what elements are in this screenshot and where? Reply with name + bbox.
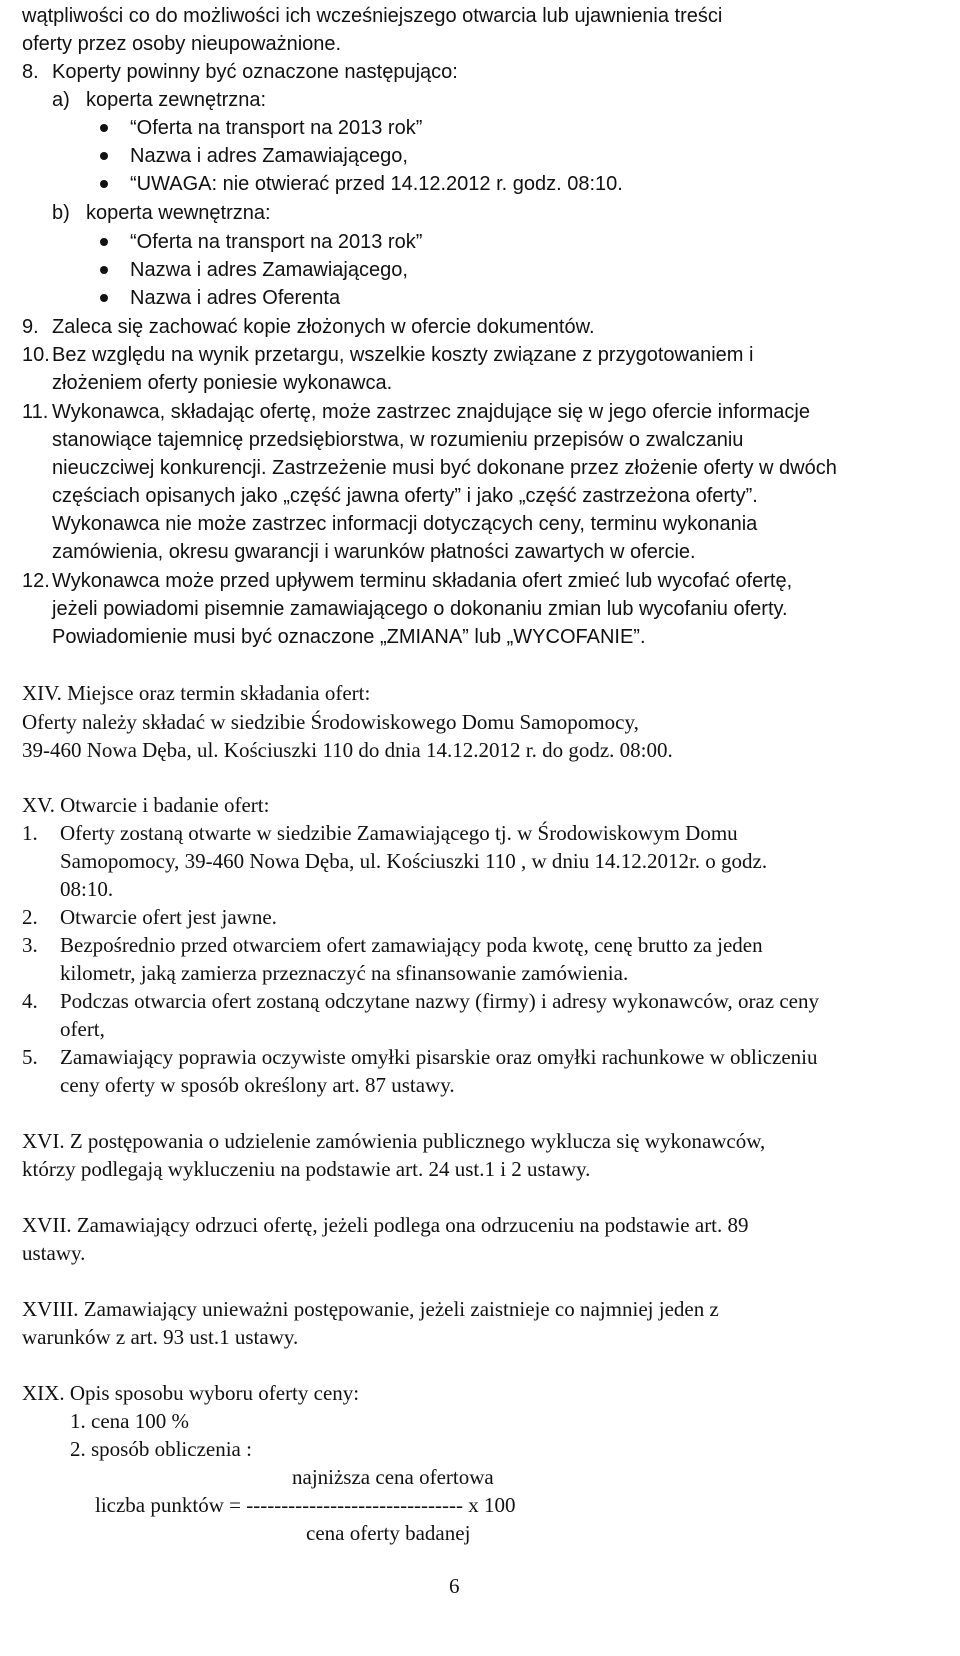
text-line: wątpliwości co do możliwości ich wcześniejszego otwarcia lub ujawnienia treści bbox=[22, 5, 723, 27]
sub-text: koperta wewnętrzna: bbox=[86, 202, 271, 224]
text-line: 39-460 Nowa Dęba, ul. Kościuszki 110 do dnia 14.12.2012 r. do godz. 08:00. bbox=[22, 738, 673, 762]
item-text: ofert, bbox=[60, 1017, 105, 1041]
bullet-text: “Oferta na transport na 2013 rok” bbox=[130, 231, 423, 253]
bullet-text: “UWAGA: nie otwierać przed 14.12.2012 r. godz. 08:10. bbox=[130, 173, 623, 195]
text-line: którzy podlegają wykluczeniu na podstawie art. 24 ust.1 i 2 ustawy. bbox=[22, 1157, 591, 1181]
formula-denominator: cena oferty badanej bbox=[306, 1521, 471, 1545]
item-text: Bez względu na wynik przetargu, wszelkie koszty związane z przygotowaniem i bbox=[52, 344, 754, 366]
item-text: Wykonawca, składając ofertę, może zastrzec znajdujące się w jego ofercie informacje bbox=[52, 401, 810, 423]
bullet-icon bbox=[100, 180, 108, 188]
item-text: zamówienia, okresu gwarancji i warunków płatności zawartych w ofercie. bbox=[52, 541, 696, 563]
item-text: Zaleca się zachować kopie złożonych w ofercie dokumentów. bbox=[52, 316, 595, 338]
item-text: Zamawiający poprawia oczywiste omyłki pisarskie oraz omyłki rachunkowe w obliczeniu bbox=[60, 1045, 818, 1069]
text-line: ustawy. bbox=[22, 1241, 86, 1265]
section-heading: XV. Otwarcie i badanie ofert: bbox=[22, 793, 270, 817]
item-text: jeżeli powiadomi pisemnie zamawiającego o dokonaniu zmian lub wycofaniu oferty. bbox=[52, 598, 788, 620]
bullet-icon bbox=[100, 238, 108, 246]
page-number: 6 bbox=[449, 1574, 460, 1598]
sub-label: a) bbox=[52, 89, 70, 111]
formula-line: liczba punktów = ------------------------------- x 100 bbox=[95, 1493, 516, 1517]
item-text: Otwarcie ofert jest jawne. bbox=[60, 905, 277, 929]
item-text: Oferty zostaną otwarte w siedzibie Zamawiającego tj. w Środowiskowym Domu bbox=[60, 821, 738, 845]
item-number: 12. bbox=[22, 570, 50, 592]
item-text: 08:10. bbox=[60, 877, 114, 901]
section-heading: XIV. Miejsce oraz termin składania ofert: bbox=[22, 681, 371, 705]
item-number: 10. bbox=[22, 344, 50, 366]
item-text: częściach opisanych jako „część jawna oferty” i jako „część zastrzeżona oferty”. bbox=[52, 485, 758, 507]
item-text: złożeniem oferty poniesie wykonawca. bbox=[52, 372, 393, 394]
text-line: oferty przez osoby nieupoważnione. bbox=[22, 33, 342, 55]
item-number: 9. bbox=[22, 316, 39, 338]
item-number: 1. bbox=[22, 821, 38, 845]
item-number: 4. bbox=[22, 989, 38, 1013]
bullet-text: Nazwa i adres Zamawiającego, bbox=[130, 259, 408, 281]
item-text: Wykonawca może przed upływem terminu składania ofert zmieć lub wycofać ofertę, bbox=[52, 570, 793, 592]
item-text: nieuczciwej konkurencji. Zastrzeżenie musi być dokonane przez złożenie oferty w dwóch bbox=[52, 457, 837, 479]
section-heading: XVI. Z postępowania o udzielenie zamówienia publicznego wyklucza się wykonawców, bbox=[22, 1129, 766, 1153]
section-heading: XIX. Opis sposobu wyboru oferty ceny: bbox=[22, 1381, 360, 1405]
bullet-icon bbox=[100, 294, 108, 302]
item-number: 3. bbox=[22, 933, 38, 957]
text-line: Oferty należy składać w siedzibie Środowiskowego Domu Samopomocy, bbox=[22, 710, 639, 734]
item-text: kilometr, jaką zamierza przeznaczyć na sfinansowanie zamówienia. bbox=[60, 961, 629, 985]
sub-text: koperta zewnętrzna: bbox=[86, 89, 267, 111]
bullet-text: Nazwa i adres Zamawiającego, bbox=[130, 145, 408, 167]
item-text: Bezpośrednio przed otwarciem ofert zamawiający poda kwotę, cenę brutto za jeden bbox=[60, 933, 763, 957]
bullet-icon bbox=[100, 152, 108, 160]
item-text: ceny oferty w sposób określony art. 87 ustawy. bbox=[60, 1073, 455, 1097]
item-number: 5. bbox=[22, 1045, 38, 1069]
item-number: 2. bbox=[22, 905, 38, 929]
item-text: Samopomocy, 39-460 Nowa Dęba, ul. Kościuszki 110 , w dniu 14.12.2012r. o godz. bbox=[60, 849, 768, 873]
text-line: 2. sposób obliczenia : bbox=[70, 1437, 252, 1461]
item-text: Powiadomienie musi być oznaczone „ZMIANA” lub „WYCOFANIE”. bbox=[52, 626, 646, 648]
section-heading: XVII. Zamawiający odrzuci ofertę, jeżeli podlega ona odrzuceniu na podstawie art. 89 bbox=[22, 1213, 749, 1237]
item-number: 8. bbox=[22, 61, 39, 83]
text-line: warunków z art. 93 ust.1 ustawy. bbox=[22, 1325, 299, 1349]
bullet-text: Nazwa i adres Oferenta bbox=[130, 287, 341, 309]
bullet-text: “Oferta na transport na 2013 rok” bbox=[130, 117, 423, 139]
item-text: Podczas otwarcia ofert zostaną odczytane nazwy (firmy) i adresy wykonawców, oraz ceny bbox=[60, 989, 819, 1013]
item-text: stanowiące tajemnicę przedsiębiorstwa, w rozumieniu przepisów o zwalczaniu bbox=[52, 429, 744, 451]
formula-numerator: najniższa cena ofertowa bbox=[292, 1465, 494, 1489]
section-heading: XVIII. Zamawiający unieważni postępowanie, jeżeli zaistnieje co najmniej jeden z bbox=[22, 1297, 719, 1321]
item-text: Koperty powinny być oznaczone następująco: bbox=[52, 61, 458, 83]
bullet-icon bbox=[100, 266, 108, 274]
item-number: 11. bbox=[22, 401, 49, 423]
text-line: 1. cena 100 % bbox=[70, 1409, 189, 1433]
item-text: Wykonawca nie może zastrzec informacji dotyczących ceny, terminu wykonania bbox=[52, 513, 758, 535]
bullet-icon bbox=[100, 124, 108, 132]
sub-label: b) bbox=[52, 202, 70, 224]
